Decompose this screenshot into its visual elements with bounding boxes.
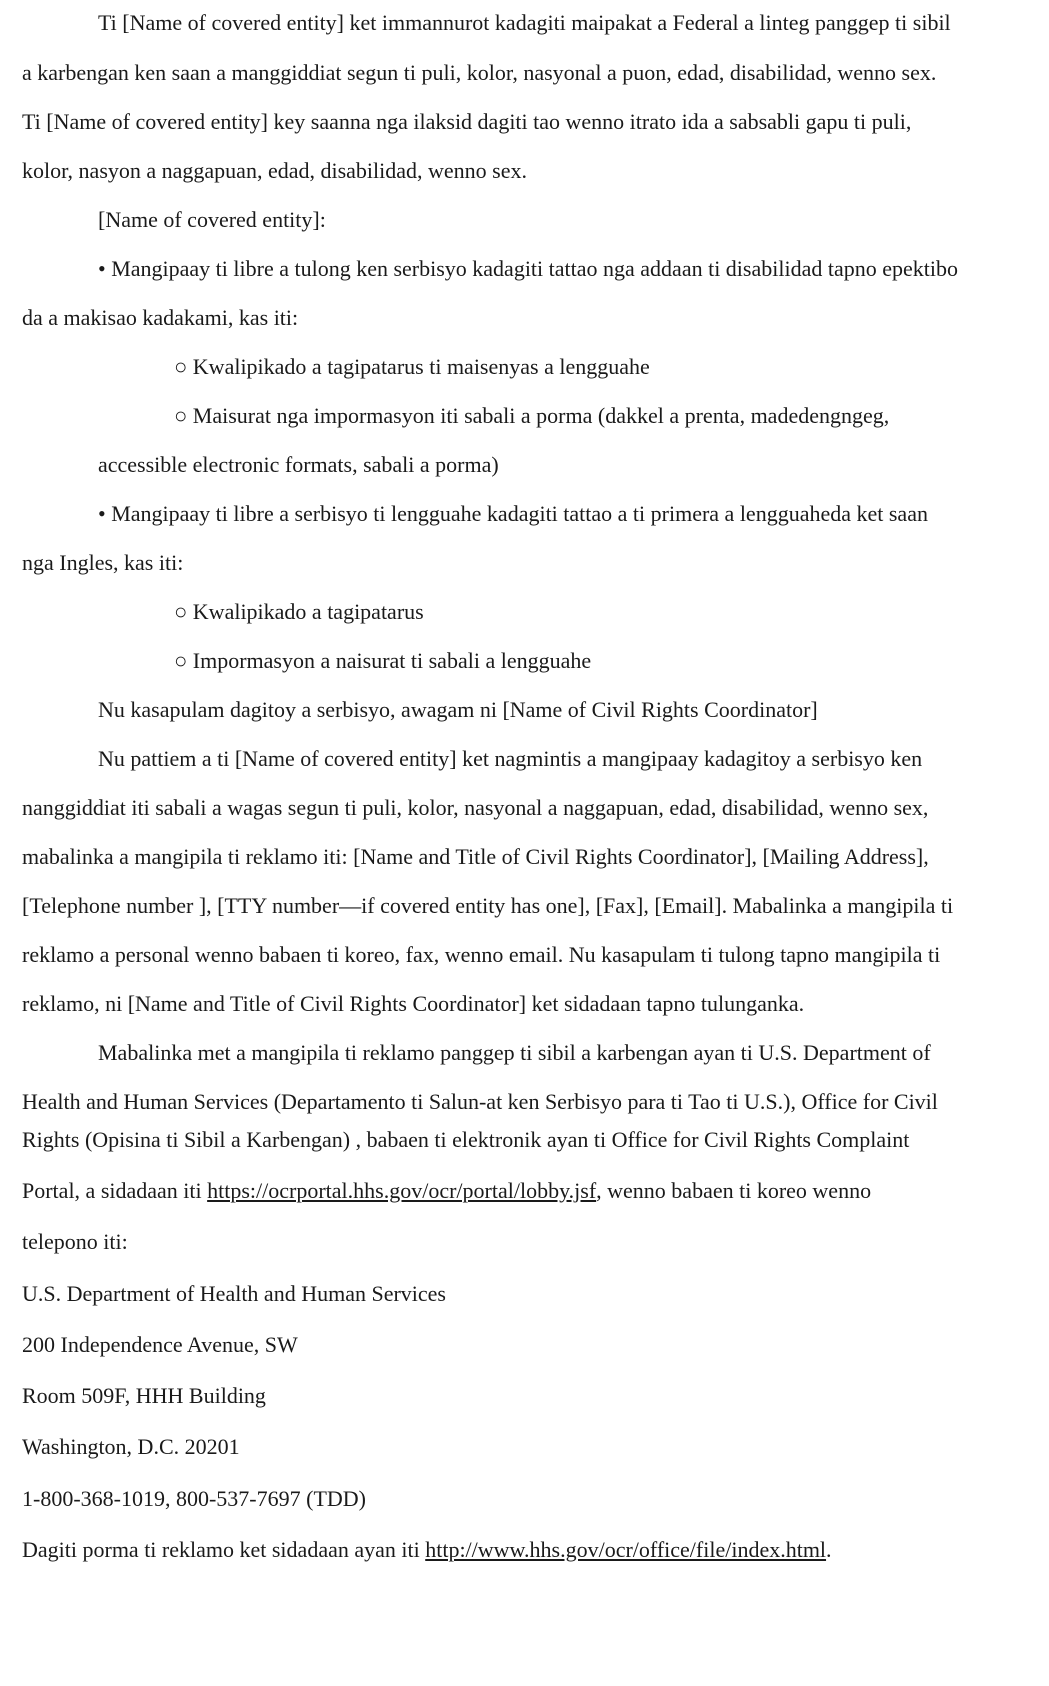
forms-line	[22, 1537, 832, 1563]
bullet-disability-line-1: • Mangipaay ti libre a tulong ken serbisyo kadagiti tattao nga addaan ti disabilidad tapno epektibo	[98, 256, 958, 281]
need-services-line: Nu kasapulam dagitoy a serbisyo, awagam ni [Name of Civil Rights Coordinator]	[98, 697, 818, 722]
entity-heading: [Name of covered entity]:	[98, 207, 326, 232]
address-org: U.S. Department of Health and Human Services	[22, 1281, 446, 1306]
complaint-line-1: Nu pattiem a ti [Name of covered entity] ket nagmintis a mangipaay kadagitoy a serbisyo ken	[98, 746, 923, 771]
complaint-line-5: reklamo a personal wenno babaen ti koreo, fax, wenno email. Nu kasapulam ti tulong tapno mangipila ti	[22, 942, 941, 967]
intro-line-3: Ti [Name of covered entity] key saanna nga ilaksid dagiti tao wenno itrato ida a sabsabli gapu ti puli,	[22, 109, 912, 134]
sub-item-interpreters: ○ Kwalipikado a tagipatarus	[174, 599, 424, 624]
complaint-line-4: [Telephone number ], [TTY number—if covered entity has one], [Fax], [Email]. Mabalinka a mangipila ti	[22, 893, 954, 918]
ocr-portal-link[interactable]: https://ocrportal.hhs.gov/ocr/portal/lobby.jsf	[207, 1178, 597, 1203]
hhs-line-2: Health and Human Services (Departamento ti Salun-at ken Serbisyo para ti Tao ti U.S.), Office for Civil	[22, 1089, 938, 1114]
sub-item-other-languages: ○ Impormasyon a naisurat ti sabali a lengguahe	[174, 648, 592, 673]
sub-item-sign-language: ○ Kwalipikado a tagipatarus ti maisenyas a lengguahe	[174, 354, 650, 379]
complaint-line-6: reklamo, ni [Name and Title of Civil Rights Coordinator] ket sidadaan tapno tulunganka.	[22, 991, 805, 1016]
forms-line-pre: Dagiti porma ti reklamo ket sidadaan ayan iti	[22, 1537, 426, 1562]
address-street: 200 Independence Avenue, SW	[22, 1332, 298, 1357]
complaint-line-2: nanggiddiat iti sabali a wagas segun ti puli, kolor, nasyonal a naggapuan, edad, disabilidad, wenno sex,	[22, 795, 929, 820]
hhs-line-4-pre: Portal, a sidadaan iti	[22, 1178, 208, 1203]
complaint-forms-link[interactable]: http://www.hhs.gov/ocr/office/file/index.html	[425, 1537, 827, 1562]
hhs-line-5: telepono iti:	[22, 1229, 128, 1254]
complaint-line-3: mabalinka a mangipila ti reklamo iti: [Name and Title of Civil Rights Coordinator], [Mailing Address],	[22, 844, 929, 869]
hhs-line-1: Mabalinka met a mangipila ti reklamo panggep ti sibil a karbengan ayan ti U.S. Department of	[98, 1040, 931, 1065]
intro-line-1: Ti [Name of covered entity] ket immannurot kadagiti maipakat a Federal a linteg panggep ti sibil	[98, 10, 951, 35]
intro-line-4: kolor, nasyon a naggapuan, edad, disabilidad, wenno sex.	[22, 158, 527, 183]
bullet-language-line-2: nga Ingles, kas iti:	[22, 550, 184, 575]
hhs-line-3: Rights (Opisina ti Sibil a Karbengan) , babaen ti elektronik ayan ti Office for Civil Rights Complaint	[22, 1127, 910, 1152]
sub-item-written-formats-line-2: accessible electronic formats, sabali a porma)	[98, 452, 499, 477]
address-city: Washington, D.C. 20201	[22, 1434, 240, 1459]
hhs-line-4	[22, 1178, 871, 1204]
address-phone: 1-800-368-1019, 800-537-7697 (TDD)	[22, 1486, 366, 1511]
hhs-line-4-post: , wenno babaen ti koreo wenno	[596, 1178, 872, 1203]
intro-line-2: a karbengan ken saan a manggiddiat segun ti puli, kolor, nasyonal a puon, edad, disabilidad, wenno sex.	[22, 60, 937, 85]
bullet-language-line-1: • Mangipaay ti libre a serbisyo ti lengguahe kadagiti tattao a ti primera a lengguaheda ket saan	[98, 501, 928, 526]
forms-line-post: .	[826, 1537, 832, 1562]
sub-item-written-formats-line-1: ○ Maisurat nga impormasyon iti sabali a porma (dakkel a prenta, madedengngeg,	[174, 403, 890, 428]
bullet-disability-line-2: da a makisao kadakami, kas iti:	[22, 305, 299, 330]
address-room: Room 509F, HHH Building	[22, 1383, 266, 1408]
